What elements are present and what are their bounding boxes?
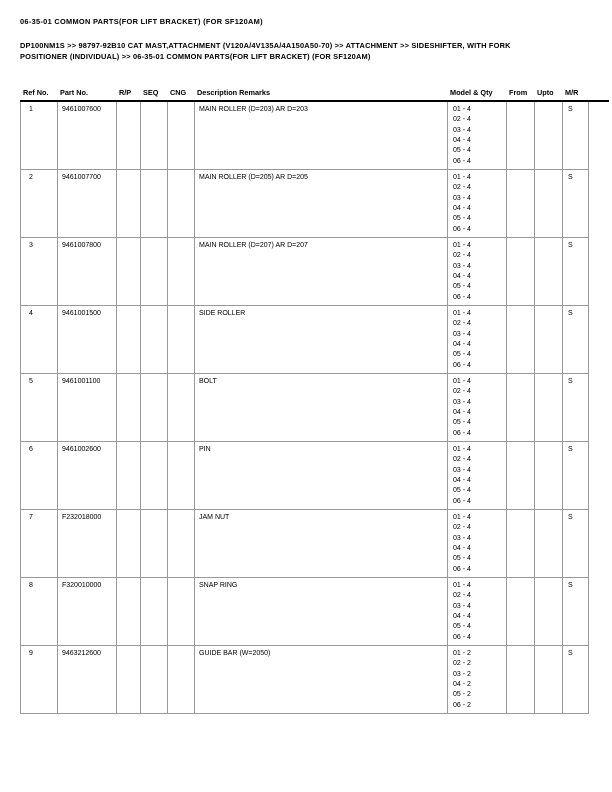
model-qty-line: 05 - 4 [453, 555, 471, 563]
part-no-cell: 9461002600 [58, 442, 117, 509]
model-qty-line: 03 - 4 [453, 262, 471, 270]
model-qty-line: 06 - 4 [453, 497, 471, 505]
seq-cell [141, 102, 168, 169]
model-qty-line: 01 - 4 [453, 310, 471, 317]
model-qty-line: 01 - 4 [453, 174, 471, 181]
col-header-from: From [509, 88, 528, 97]
model-qty-cell [448, 102, 507, 169]
part-no-cell: 9461007800 [58, 238, 117, 305]
model-qty-line: 03 - 4 [453, 534, 471, 542]
ref-no-cell: 1 [21, 102, 58, 169]
upto-cell [535, 170, 563, 237]
rp-cell [117, 510, 141, 577]
table-header-row [20, 88, 608, 97]
rp-cell [117, 578, 141, 645]
model-qty-line: 01 - 2 [453, 650, 471, 657]
description-cell: MAIN ROLLER (D=207) AR D=207 [195, 238, 448, 305]
seq-cell [141, 442, 168, 509]
seq-cell [141, 170, 168, 237]
page-title: 06-35-01 COMMON PARTS(FOR LIFT BRACKET) (FOR SF120AM) [20, 17, 263, 26]
col-header-upto: Upto [537, 88, 554, 97]
ref-no-cell: 6 [21, 442, 58, 509]
model-qty-line: 04 - 4 [453, 137, 471, 145]
upto-cell [535, 374, 563, 441]
model-qty-line: 02 - 4 [453, 320, 471, 328]
seq-cell [141, 238, 168, 305]
upto-cell [535, 442, 563, 509]
col-header-description: Description Remarks [197, 88, 270, 97]
model-qty-line: 05 - 4 [453, 283, 471, 291]
col-header-cng: CNG [170, 88, 187, 97]
table-row [20, 374, 589, 442]
model-qty-line: 01 - 4 [453, 378, 471, 385]
ref-no-cell: 5 [21, 374, 58, 441]
cng-cell [168, 510, 195, 577]
description-cell: MAIN ROLLER (D=203) AR D=203 [195, 102, 448, 169]
model-qty-cell [448, 170, 507, 237]
part-no-cell: F232018000 [58, 510, 117, 577]
part-no-cell: F320010000 [58, 578, 117, 645]
rp-cell [117, 238, 141, 305]
upto-cell [535, 646, 563, 713]
mr-cell: S [563, 578, 589, 645]
upto-cell [535, 306, 563, 373]
from-cell [507, 646, 535, 713]
model-qty-line: 03 - 4 [453, 602, 471, 610]
seq-cell [141, 510, 168, 577]
model-qty-line: 04 - 4 [453, 613, 471, 621]
table-row [20, 238, 589, 306]
model-qty-line: 05 - 4 [453, 147, 471, 155]
model-qty-line: 01 - 4 [453, 242, 471, 249]
rp-cell [117, 170, 141, 237]
from-cell [507, 306, 535, 373]
description-cell: BOLT [195, 374, 448, 441]
cng-cell [168, 578, 195, 645]
model-qty-line: 06 - 4 [453, 293, 471, 301]
model-qty-line: 01 - 4 [453, 106, 471, 113]
model-qty-line: 03 - 4 [453, 398, 471, 406]
from-cell [507, 170, 535, 237]
table-row [20, 578, 589, 646]
model-qty-line: 02 - 4 [453, 252, 471, 260]
ref-no-cell: 7 [21, 510, 58, 577]
model-qty-line: 06 - 2 [453, 701, 471, 709]
model-qty-line: 03 - 4 [453, 466, 471, 474]
model-qty-line: 02 - 4 [453, 388, 471, 396]
model-qty-line: 05 - 4 [453, 215, 471, 223]
rp-cell [117, 102, 141, 169]
ref-no-cell: 4 [21, 306, 58, 373]
part-no-cell: 9461007600 [58, 102, 117, 169]
table-row [20, 170, 589, 238]
model-qty-line: 01 - 4 [453, 514, 471, 521]
model-qty-line: 01 - 4 [453, 582, 471, 589]
ref-no-cell: 9 [21, 646, 58, 713]
model-qty-cell [448, 306, 507, 373]
rp-cell [117, 646, 141, 713]
part-no-cell: 9461001500 [58, 306, 117, 373]
from-cell [507, 238, 535, 305]
col-header-ref-no: Ref No. [23, 88, 49, 97]
model-qty-line: 05 - 4 [453, 351, 471, 359]
model-qty-line: 01 - 4 [453, 446, 471, 453]
model-qty-line: 04 - 2 [453, 681, 471, 689]
breadcrumb-line-2: POSITIONER (INDIVIDUAL) >> 06-35-01 COMMON PARTS(FOR LIFT BRACKET) (FOR SF120AM) [20, 51, 371, 61]
col-header-seq: SEQ [143, 88, 159, 97]
col-header-rp: R/P [119, 88, 132, 97]
from-cell [507, 102, 535, 169]
model-qty-line: 06 - 4 [453, 429, 471, 437]
model-qty-line: 02 - 4 [453, 456, 471, 464]
upto-cell [535, 510, 563, 577]
ref-no-cell: 3 [21, 238, 58, 305]
cng-cell [168, 646, 195, 713]
description-cell: PIN [195, 442, 448, 509]
table-row [20, 646, 589, 714]
description-cell: SNAP RING [195, 578, 448, 645]
description-cell: JAM NUT [195, 510, 448, 577]
upto-cell [535, 578, 563, 645]
model-qty-cell [448, 646, 507, 713]
rp-cell [117, 374, 141, 441]
mr-cell: S [563, 442, 589, 509]
model-qty-line: 04 - 4 [453, 477, 471, 485]
breadcrumb-line-1: DP100NM1S >> 98797-92B10 CAT MAST,ATTACHMENT (V120A/4V135A/4A150A50-70) >> ATTACHMENT >> SIDESHIFTER, WITH FORK [20, 41, 511, 50]
upto-cell [535, 102, 563, 169]
mr-cell: S [563, 306, 589, 373]
part-no-cell: 9461007700 [58, 170, 117, 237]
model-qty-line: 03 - 4 [453, 330, 471, 338]
rp-cell [117, 442, 141, 509]
mr-cell: S [563, 102, 589, 169]
from-cell [507, 510, 535, 577]
model-qty-line: 06 - 4 [453, 361, 471, 369]
from-cell [507, 578, 535, 645]
cng-cell [168, 102, 195, 169]
description-cell: GUIDE BAR (W=2050) [195, 646, 448, 713]
mr-cell: S [563, 238, 589, 305]
model-qty-line: 04 - 4 [453, 409, 471, 417]
model-qty-line: 04 - 4 [453, 341, 471, 349]
breadcrumb [20, 41, 598, 63]
model-qty-line: 02 - 2 [453, 660, 471, 668]
table-row [20, 510, 589, 578]
model-qty-cell [448, 578, 507, 645]
table-row [20, 442, 589, 510]
part-no-cell: 9461001100 [58, 374, 117, 441]
ref-no-cell: 8 [21, 578, 58, 645]
seq-cell [141, 374, 168, 441]
model-qty-line: 06 - 4 [453, 633, 471, 641]
part-no-cell: 9463212600 [58, 646, 117, 713]
model-qty-line: 05 - 4 [453, 419, 471, 427]
parts-table-body [20, 102, 589, 714]
mr-cell: S [563, 374, 589, 441]
model-qty-line: 02 - 4 [453, 184, 471, 192]
model-qty-line: 06 - 4 [453, 157, 471, 165]
col-header-mr: M/R [565, 88, 579, 97]
cng-cell [168, 374, 195, 441]
upto-cell [535, 238, 563, 305]
model-qty-cell [448, 374, 507, 441]
seq-cell [141, 646, 168, 713]
ref-no-cell: 2 [21, 170, 58, 237]
model-qty-line: 03 - 2 [453, 670, 471, 678]
model-qty-line: 06 - 4 [453, 225, 471, 233]
model-qty-line: 03 - 4 [453, 126, 471, 134]
model-qty-line: 06 - 4 [453, 565, 471, 573]
table-row [20, 102, 589, 170]
model-qty-line: 03 - 4 [453, 194, 471, 202]
rp-cell [117, 306, 141, 373]
cng-cell [168, 306, 195, 373]
model-qty-line: 04 - 4 [453, 545, 471, 553]
col-header-model-qty: Model & Qty [450, 88, 493, 97]
model-qty-cell [448, 442, 507, 509]
cng-cell [168, 238, 195, 305]
model-qty-line: 02 - 4 [453, 116, 471, 124]
mr-cell: S [563, 646, 589, 713]
col-header-part-no: Part No. [60, 88, 88, 97]
from-cell [507, 442, 535, 509]
table-row [20, 306, 589, 374]
model-qty-line: 05 - 4 [453, 487, 471, 495]
model-qty-cell [448, 510, 507, 577]
from-cell [507, 374, 535, 441]
description-cell: SIDE ROLLER [195, 306, 448, 373]
mr-cell: S [563, 510, 589, 577]
cng-cell [168, 170, 195, 237]
cng-cell [168, 442, 195, 509]
model-qty-line: 02 - 4 [453, 592, 471, 600]
model-qty-cell [448, 238, 507, 305]
seq-cell [141, 578, 168, 645]
model-qty-line: 05 - 4 [453, 623, 471, 631]
model-qty-line: 05 - 2 [453, 691, 471, 699]
model-qty-line: 04 - 4 [453, 273, 471, 281]
mr-cell: S [563, 170, 589, 237]
description-cell: MAIN ROLLER (D=205) AR D=205 [195, 170, 448, 237]
seq-cell [141, 306, 168, 373]
model-qty-line: 02 - 4 [453, 524, 471, 532]
model-qty-line: 04 - 4 [453, 205, 471, 213]
